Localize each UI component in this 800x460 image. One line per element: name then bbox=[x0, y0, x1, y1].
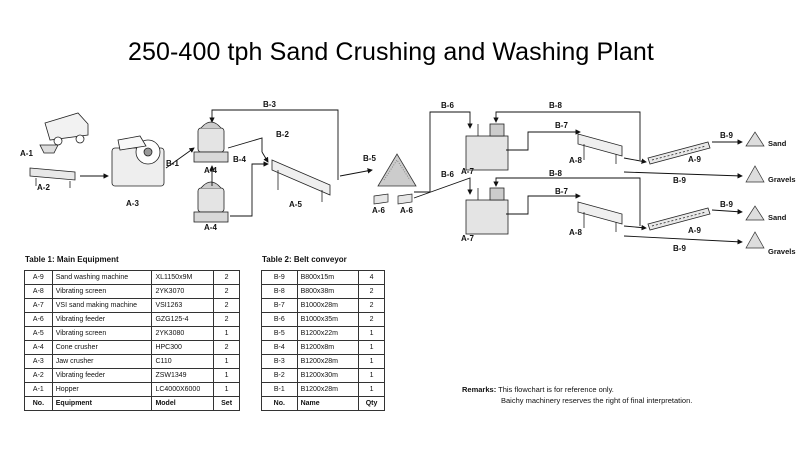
table-cell: A-7 bbox=[25, 299, 53, 313]
table1-caption: Table 1: Main Equipment bbox=[25, 255, 119, 264]
label-a9-bottom: A-9 bbox=[688, 226, 701, 235]
table-row bbox=[25, 341, 240, 355]
vibrating-feeder-a6-icon bbox=[374, 194, 412, 204]
vsi-sand-maker-bottom-icon bbox=[466, 188, 508, 234]
conveyor-lines bbox=[80, 110, 742, 242]
table-cell: 1 bbox=[214, 327, 240, 341]
table-cell: ZSW1349 bbox=[152, 369, 214, 383]
cone-crusher-bottom-icon bbox=[194, 182, 228, 222]
table-cell: 2 bbox=[214, 341, 240, 355]
output-gravels-bottom: Gravels bbox=[768, 247, 796, 256]
table-row bbox=[25, 285, 240, 299]
table-cell: GZG125-4 bbox=[152, 313, 214, 327]
table-cell: Sand washing machine bbox=[52, 271, 152, 285]
table-header-row bbox=[262, 397, 385, 411]
table-header-cell: No. bbox=[262, 397, 298, 411]
vibrating-screen-a5-icon bbox=[272, 160, 330, 202]
table-row bbox=[262, 355, 385, 369]
label-b9-1: B-9 bbox=[720, 131, 733, 140]
output-sand-top: Sand bbox=[768, 139, 787, 148]
table-cell: B-7 bbox=[262, 299, 298, 313]
table-row bbox=[262, 285, 385, 299]
label-b9-3: B-9 bbox=[720, 200, 733, 209]
vibrating-screen-a8-top-icon bbox=[578, 134, 622, 164]
table-cell: B-1 bbox=[262, 383, 298, 397]
table-cell: B-4 bbox=[262, 341, 298, 355]
label-b7-top: B-7 bbox=[555, 121, 568, 130]
label-a5: A-5 bbox=[289, 200, 302, 209]
table-cell: 1 bbox=[359, 355, 385, 369]
table-cell: B1200x22m bbox=[297, 327, 359, 341]
label-a8-bottom: A-8 bbox=[569, 228, 582, 237]
table-cell: 1 bbox=[214, 383, 240, 397]
table-cell: B1000x28m bbox=[297, 299, 359, 313]
table-cell: A-9 bbox=[25, 271, 53, 285]
table-cell: A-1 bbox=[25, 383, 53, 397]
label-a4-top: A-4 bbox=[204, 166, 217, 175]
table-header-cell: Equipment bbox=[52, 397, 152, 411]
table-cell: B-3 bbox=[262, 355, 298, 369]
table-cell: VSI1263 bbox=[152, 299, 214, 313]
output-pile-icons bbox=[746, 132, 764, 248]
label-a2: A-2 bbox=[37, 183, 50, 192]
table-cell: 2 bbox=[214, 299, 240, 313]
table-row bbox=[25, 383, 240, 397]
table-row bbox=[262, 313, 385, 327]
table-cell: Vibrating screen bbox=[52, 327, 152, 341]
table-row bbox=[25, 355, 240, 369]
label-a6-right: A-6 bbox=[400, 206, 413, 215]
hopper-truck-icon bbox=[40, 113, 88, 153]
table-cell: 1 bbox=[214, 369, 240, 383]
table-cell: A-6 bbox=[25, 313, 53, 327]
table-cell: B800x38m bbox=[297, 285, 359, 299]
table-row bbox=[262, 341, 385, 355]
table-cell: C110 bbox=[152, 355, 214, 369]
label-a6-left: A-6 bbox=[372, 206, 385, 215]
output-sand-bottom: Sand bbox=[768, 213, 787, 222]
table-cell: 1 bbox=[359, 369, 385, 383]
table-cell: 2YK3070 bbox=[152, 285, 214, 299]
jaw-crusher-icon bbox=[112, 136, 164, 186]
label-b9-2: B-9 bbox=[673, 176, 686, 185]
table-cell: 2 bbox=[359, 313, 385, 327]
table-cell: B1200x28m bbox=[297, 383, 359, 397]
table-cell: 2 bbox=[359, 285, 385, 299]
label-b3: B-3 bbox=[263, 100, 276, 109]
label-b6-top: B-6 bbox=[441, 101, 454, 110]
page-title: 250-400 tph Sand Crushing and Washing Plant bbox=[128, 38, 654, 66]
table-cell: B-9 bbox=[262, 271, 298, 285]
table-cell: 4 bbox=[359, 271, 385, 285]
remarks-line1: This flowchart is for reference only. bbox=[498, 385, 614, 394]
table-header-cell: Qty bbox=[359, 397, 385, 411]
remarks-label: Remarks: bbox=[462, 385, 497, 394]
label-a4-bottom: A-4 bbox=[204, 223, 217, 232]
table-row bbox=[25, 313, 240, 327]
label-b1: B-1 bbox=[166, 159, 179, 168]
output-gravels-top: Gravels bbox=[768, 175, 796, 184]
label-b8-top: B-8 bbox=[549, 101, 562, 110]
table-cell: A-4 bbox=[25, 341, 53, 355]
table-cell: 2 bbox=[214, 271, 240, 285]
table-cell: Cone crusher bbox=[52, 341, 152, 355]
label-b2: B-2 bbox=[276, 130, 289, 139]
table-cell: Jaw crusher bbox=[52, 355, 152, 369]
table-cell: A-5 bbox=[25, 327, 53, 341]
table-cell: VSI sand making machine bbox=[52, 299, 152, 313]
cone-crusher-top-icon bbox=[194, 122, 228, 162]
table-row bbox=[262, 299, 385, 313]
label-a7-bottom: A-7 bbox=[461, 234, 474, 243]
table-row bbox=[262, 383, 385, 397]
label-b7-bottom: B-7 bbox=[555, 187, 568, 196]
table-cell: HPC300 bbox=[152, 341, 214, 355]
table-header-cell: No. bbox=[25, 397, 53, 411]
table-cell: B-5 bbox=[262, 327, 298, 341]
table-cell: Vibrating screen bbox=[52, 285, 152, 299]
table-cell: Hopper bbox=[52, 383, 152, 397]
table-cell: A-8 bbox=[25, 285, 53, 299]
table-cell: 2YK3080 bbox=[152, 327, 214, 341]
vibrating-screen-a8-bottom-icon bbox=[578, 202, 622, 232]
table-header-cell: Set bbox=[214, 397, 240, 411]
remarks-line2: Baichy machinery reserves the right of final interpretation. bbox=[501, 396, 693, 405]
table-row bbox=[262, 369, 385, 383]
label-a1: A-1 bbox=[20, 149, 33, 158]
label-b4: B-4 bbox=[233, 155, 246, 164]
table-header-cell: Model bbox=[152, 397, 214, 411]
label-a8-top: A-8 bbox=[569, 156, 582, 165]
label-b9-4: B-9 bbox=[673, 244, 686, 253]
table-cell: 2 bbox=[359, 299, 385, 313]
table-cell: 1 bbox=[359, 327, 385, 341]
table2-caption: Table 2: Belt conveyor bbox=[262, 255, 347, 264]
label-a9-top: A-9 bbox=[688, 155, 701, 164]
table-row bbox=[262, 327, 385, 341]
table-cell: A-3 bbox=[25, 355, 53, 369]
vsi-sand-maker-top-icon bbox=[466, 124, 508, 170]
table-cell: B1000x35m bbox=[297, 313, 359, 327]
table-cell: XL1150x9M bbox=[152, 271, 214, 285]
table-header-row bbox=[25, 397, 240, 411]
table-row bbox=[25, 299, 240, 313]
table-cell: 1 bbox=[359, 383, 385, 397]
label-b6-bottom: B-6 bbox=[441, 170, 454, 179]
table-row bbox=[262, 271, 385, 285]
table-cell: B1200x28m bbox=[297, 355, 359, 369]
label-a7-top: A-7 bbox=[461, 167, 474, 176]
table-cell: Vibrating feeder bbox=[52, 313, 152, 327]
belt-conveyor-table bbox=[261, 270, 385, 411]
table-cell: B800x15m bbox=[297, 271, 359, 285]
table-cell: 1 bbox=[214, 355, 240, 369]
table-cell: LC4000X6000 bbox=[152, 383, 214, 397]
equipment-table bbox=[24, 270, 240, 411]
table-cell: 2 bbox=[214, 285, 240, 299]
table-cell: 2 bbox=[214, 313, 240, 327]
table-cell: B-6 bbox=[262, 313, 298, 327]
label-a3: A-3 bbox=[126, 199, 139, 208]
table-cell: B1200x8m bbox=[297, 341, 359, 355]
label-b5: B-5 bbox=[363, 154, 376, 163]
table-row bbox=[25, 327, 240, 341]
table-cell: A-2 bbox=[25, 369, 53, 383]
table-cell: B-8 bbox=[262, 285, 298, 299]
table-cell: B-2 bbox=[262, 369, 298, 383]
table-row bbox=[25, 271, 240, 285]
table-row bbox=[25, 369, 240, 383]
table-cell: 1 bbox=[359, 341, 385, 355]
stockpile-icon bbox=[378, 154, 416, 186]
table-cell: B1200x30m bbox=[297, 369, 359, 383]
table-header-cell: Name bbox=[297, 397, 359, 411]
label-b8-bottom: B-8 bbox=[549, 169, 562, 178]
table-cell: Vibrating feeder bbox=[52, 369, 152, 383]
remarks bbox=[462, 384, 692, 406]
